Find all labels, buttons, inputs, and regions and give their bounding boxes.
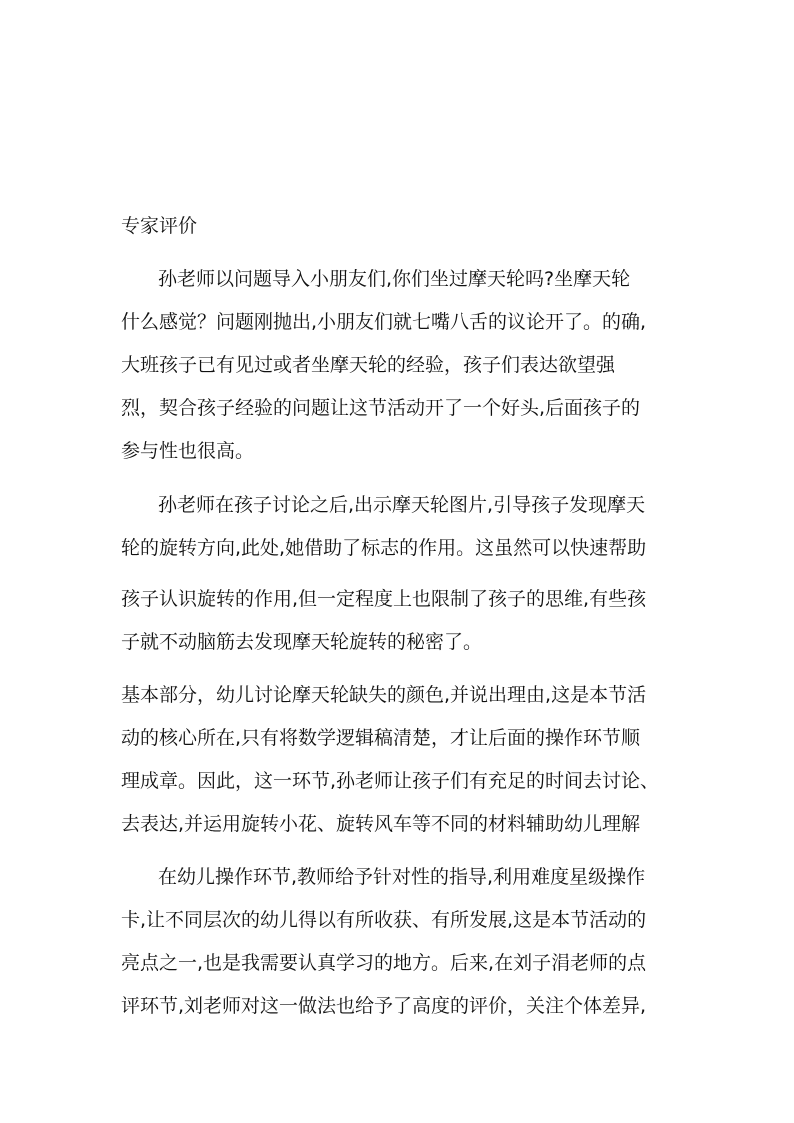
paragraph-2-line-3: 孩子认识旋转的作用,但一定程度上也限制了孩子的思维,有些孩 xyxy=(121,588,647,610)
paragraph-4-line-2: 卡,让不同层次的幼儿得以有所收获、有所发展,这是本节活动的 xyxy=(121,909,647,931)
paragraph-1-line-5: 参与性也很高。 xyxy=(121,440,255,462)
paragraph-2-line-4: 子就不动脑筋去发现摩天轮旋转的秘密了。 xyxy=(121,631,483,653)
paragraph-1-line-2: 什么感觉？问题刚抛出,小朋友们就七嘴八舌的议论开了。的确, xyxy=(121,311,647,333)
paragraph-3-line-1: 基本部分，幼儿讨论摩天轮缺失的颜色,并说出理由,这是本节活 xyxy=(121,684,647,706)
paragraph-2-line-1: 孙老师在孩子讨论之后,出示摩天轮图片,引导孩子发现摩天 xyxy=(158,494,646,516)
paragraph-4-line-3: 亮点之一,也是我需要认真学习的地方。后来,在刘子涓老师的点 xyxy=(121,952,647,974)
paragraph-3-line-2: 动的核心所在,只有将数学逻辑稿清楚，才让后面的操作环节顺 xyxy=(121,727,641,749)
paragraph-1-line-1: 孙老师以问题导入小朋友们,你们坐过摩天轮吗?坐摩天轮 xyxy=(158,268,631,290)
section-heading: 专家评价 xyxy=(121,215,198,237)
paragraph-4-line-4: 评环节,刘老师对这一做法也给予了高度的评价，关注个体差异, xyxy=(121,995,647,1017)
paragraph-4-line-1: 在幼儿操作环节,教师给予针对性的指导,利用难度星级操作 xyxy=(158,866,646,888)
paragraph-2-line-2: 轮的旋转方向,此处,她借助了标志的作用。这虽然可以快速帮助 xyxy=(121,537,647,559)
paragraph-3-line-4: 去表达,并运用旋转小花、旋转风车等不同的材料辅助幼儿理解 xyxy=(121,813,641,835)
paragraph-1-line-3: 大班孩子已有见过或者坐摩天轮的经验，孩子们表达欲望强 xyxy=(121,354,616,376)
paragraph-3-line-3: 理成章。因此，这一环节,孙老师让孩子们有充足的时间去讨论、 xyxy=(121,770,660,792)
paragraph-1-line-4: 烈，契合孩子经验的问题让这节活动开了一个好头,后面孩子的 xyxy=(121,397,641,419)
